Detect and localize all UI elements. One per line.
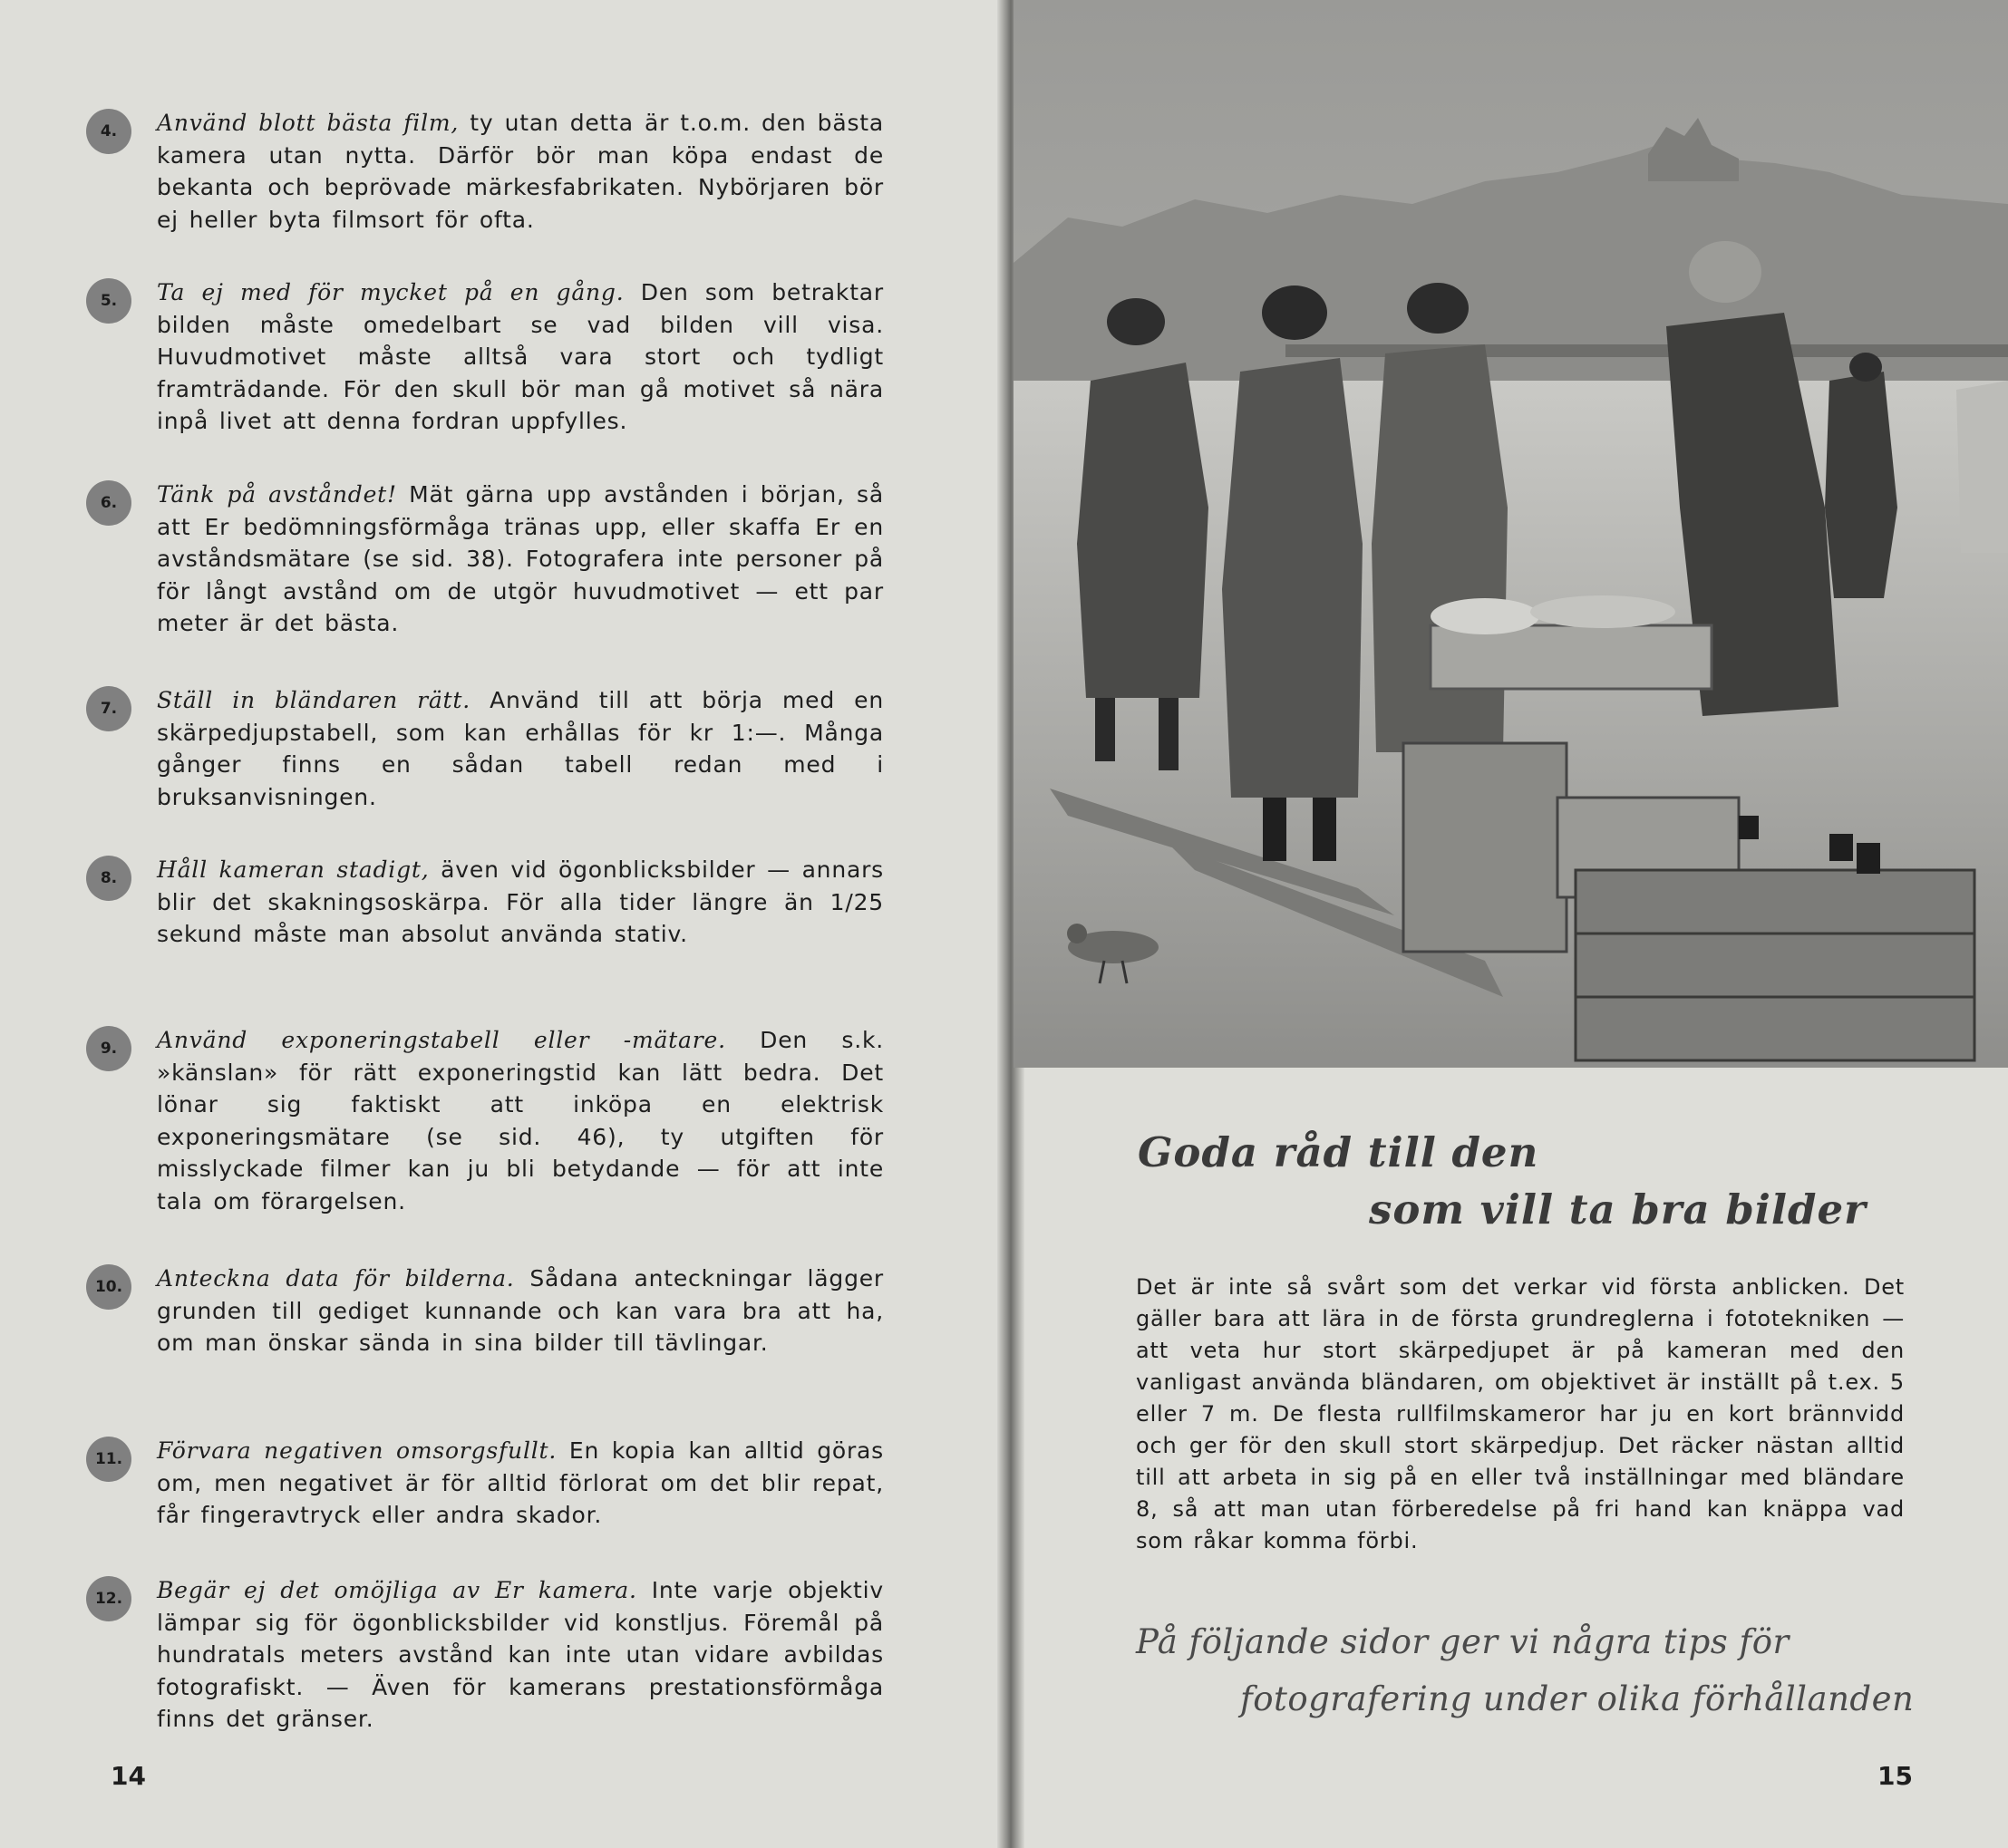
tip-heading: Ta ej med för mycket på en gång.: [157, 279, 625, 305]
tip-8: [86, 854, 884, 951]
section-title-line1: Goda råd till den: [1138, 1128, 1539, 1176]
tip-heading: Begär ej det omöjliga av Er kamera.: [157, 1577, 637, 1603]
tip-text: ty utan detta är t.o.m. den bästa kamera utan nytta. Därför bör man köpa endast de bekanta och beprövade märkesfabrikaten. Nybörjaren bör ej heller byta filmsort för ofta.: [157, 110, 884, 233]
tip-11: [86, 1435, 884, 1532]
tip-number-badge: 8.: [86, 856, 131, 901]
tip-number-badge: 12.: [86, 1576, 131, 1621]
tip-text: Mät gärna upp avstånden i början, så att Er bedömningsförmåga tränas upp, eller skaffa Er en avståndsmätare (se sid. 38). Fotografera inte personer på för långt avstånd om de utgör huvudmotivet — ett par meter är det bästa.: [157, 481, 884, 636]
tip-heading: Tänk på avståndet!: [157, 481, 397, 508]
intro-paragraph: Det är inte så svårt som det verkar vid första anblicken. Det gäller bara att lära in de första grundreglerna i fototekniken — att veta hur stort skärpedjupet är på kameran med den vanligast använda bländaren, om objektivet är inställt på t.ex. 5 eller 7 m. De flesta rullfilmskameror har ju en kort brännvidd och ger för den skull stort skärpedjup. Det räcker nästan alltid till att arbeta in sig på en eller två inställningar med bländare 8, så att man utan förberedelse på fri hand kan knäppa vad som råkar komma förbi.: [1136, 1274, 1905, 1553]
tip-heading: Använd blott bästa film,: [157, 110, 460, 136]
tip-number-badge: 6.: [86, 480, 131, 526]
tip-heading: Använd exponeringstabell eller -mätare.: [157, 1027, 726, 1053]
tip-text: Den som betraktar bilden måste omedelbart se vad bilden vill visa. Huvudmotivet måste alltså vara stort och tydligt framträdande. För den skull bör man gå motivet så nära inpå livet att denna fordran uppfylles.: [157, 279, 884, 434]
tip-6: [86, 479, 884, 640]
tip-7: [86, 684, 884, 813]
tip-12: [86, 1574, 884, 1736]
tip-heading: Förvara negativen omsorgsfullt.: [157, 1437, 558, 1464]
tip-10: [86, 1263, 884, 1359]
tip-number-badge: 5.: [86, 278, 131, 324]
section-title-line2: som vill ta bra bilder: [1369, 1185, 1867, 1234]
tip-text: Använd till att börja med en skärpedjupstabell, som kan erhållas för kr 1:—. Många gånger finns en sådan tabell redan med i bruksanvisningen.: [157, 687, 884, 810]
closing-line1: På följande sidor ger vi några tips för: [1136, 1622, 1790, 1661]
market-scene-image: [1014, 0, 2008, 1068]
page-number-right: 15: [1877, 1761, 1913, 1791]
tip-number-badge: 4.: [86, 109, 131, 154]
tip-heading: Ställ in bländaren rätt.: [157, 687, 470, 713]
tip-number-badge: 7.: [86, 686, 131, 731]
tip-text: även vid ögonblicksbilder — annars blir det skakningsoskärpa. För alla tider längre än 1/25 sekund måste man absolut använda stativ.: [157, 856, 884, 947]
tip-5: [86, 276, 884, 438]
tip-number-badge: 9.: [86, 1026, 131, 1071]
tip-heading: Anteckna data för bilderna.: [157, 1265, 515, 1292]
tip-text: Sådana anteckningar lägger grunden till gediget kunnande och kan vara bra att ha, om man önskar sända in sina bilder till tävlingar.: [157, 1265, 884, 1356]
tip-text: En kopia kan alltid göras om, men negativet är för alltid förlorat om det blir repat, får fingeravtryck eller andra skador.: [157, 1437, 885, 1528]
tip-9: [86, 1024, 884, 1217]
tip-heading: Håll kameran stadigt,: [157, 856, 430, 883]
page-number-left: 14: [111, 1761, 146, 1791]
tip-number-badge: 10.: [86, 1264, 131, 1310]
tip-text: Den s.k. »känslan» för rätt exponeringstid kan lätt bedra. Det lönar sig faktiskt att inköpa en elektrisk exponeringsmätare (se sid. 46), ty utgiften för misslyckade filmer kan ju bli betydande — för att inte tala om förargelsen.: [157, 1027, 884, 1214]
tip-4: [86, 107, 884, 236]
market-photograph: [1014, 0, 2008, 1068]
closing-line2: fotografering under olika förhållanden: [1240, 1679, 1915, 1718]
tip-text: Inte varje objektiv lämpar sig för ögonblicksbilder vid konstljus. Föremål på hundratals meters avstånd kan inte utan vidare avbildas fotografiskt. — Även för kamerans prestationsförmåga finns det gränser.: [157, 1577, 884, 1732]
tip-number-badge: 11.: [86, 1437, 131, 1482]
